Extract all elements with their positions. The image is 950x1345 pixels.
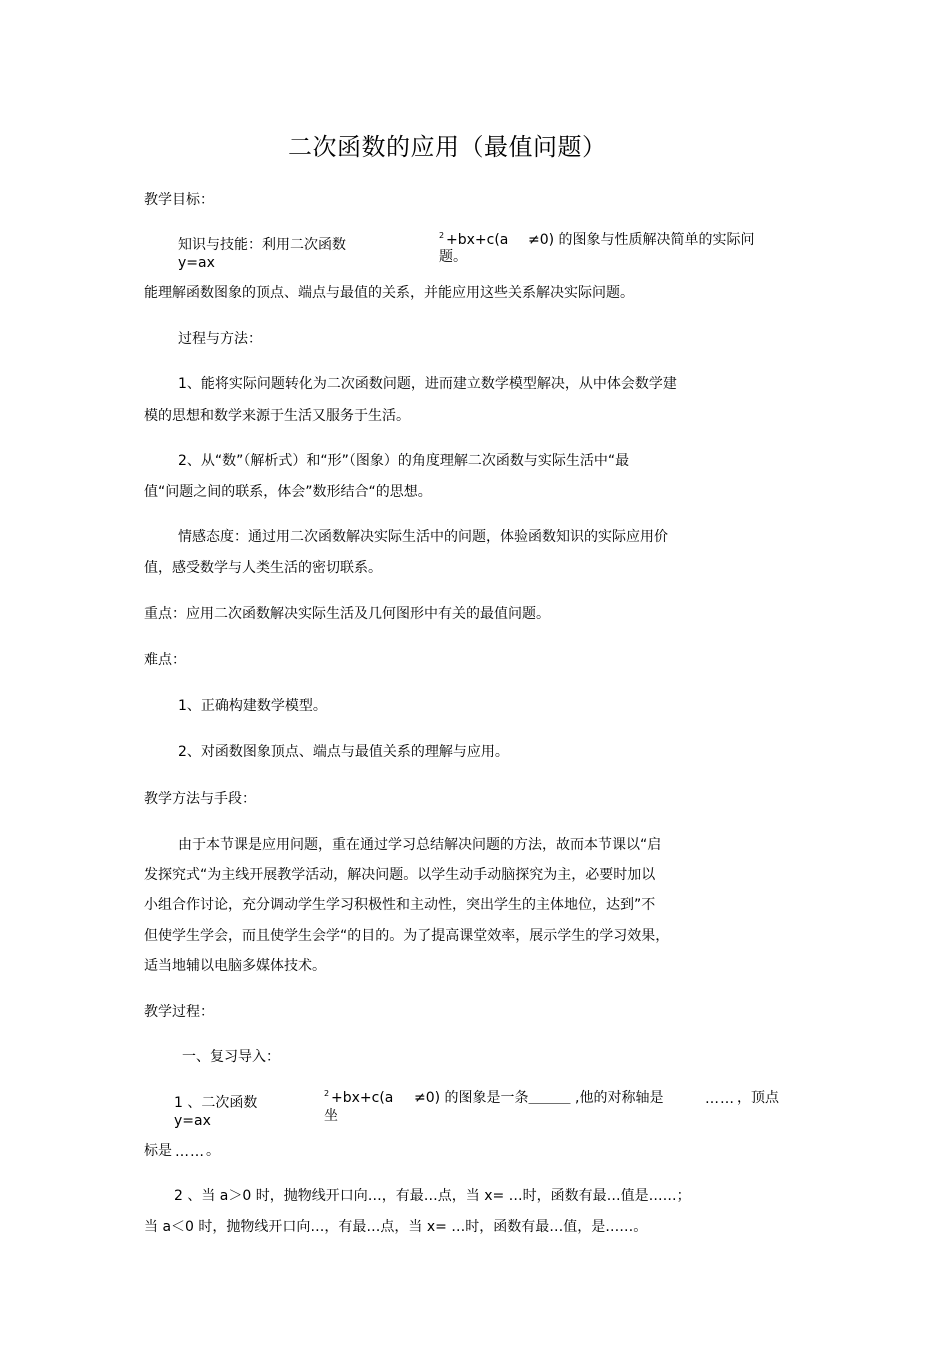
review1-line2-label: 标是 bbox=[144, 1143, 172, 1159]
knowledge-neq: ≠0) 的图象与性质解决简单的实际问 bbox=[528, 232, 755, 248]
process1-line1: 1、能将实际问题转化为二次函数问题，进而建立数学模型解决，从中体会数学建 bbox=[178, 376, 677, 392]
review1-lead: 1 、二次函数 bbox=[174, 1095, 258, 1111]
review1-line2-dots: …… bbox=[175, 1144, 205, 1160]
review1-rest: +bx+c(a bbox=[331, 1090, 394, 1106]
process2-line2: 值“问题之间的联系，体会”数形结合“的思想。 bbox=[144, 484, 432, 500]
goals-heading: 教学目标： bbox=[144, 192, 214, 208]
knowledge-line2: 能理解函数图象的顶点、端点与最值的关系，并能应用这些关系解决实际问题。 bbox=[144, 285, 634, 301]
review2-line1: 2 、当 a＞0 时，抛物线开口向…，有最…点，当 x= …时，函数有最…值是……； bbox=[174, 1188, 691, 1204]
knowledge-sup: 2 bbox=[439, 231, 445, 240]
emotion-line1: 情感态度：通过用二次函数解决实际生活中的问题，体验函数知识的实际应用价 bbox=[178, 529, 668, 545]
review1-line2-end: 。 bbox=[206, 1143, 220, 1159]
review1-sup: 2 bbox=[324, 1089, 330, 1098]
method-line: 由于本节课是应用问题，重在通过学习总结解决问题的方法，故而本节课以“启 bbox=[178, 837, 662, 853]
knowledge-lead: 知识与技能：利用二次函数 bbox=[178, 237, 346, 253]
difficulty-1: 1、正确构建数学模型。 bbox=[178, 698, 327, 714]
method-line: 但使学生学会，而且使学生会学“的目的。为了提高课堂效率，展示学生的学习效果， bbox=[144, 928, 670, 944]
process-heading: 过程与方法： bbox=[178, 331, 262, 347]
emotion-line2: 值，感受数学与人类生活的密切联系。 bbox=[144, 560, 382, 576]
review1-tail: ，顶点 bbox=[737, 1090, 779, 1106]
review1-var: y=ax bbox=[174, 1113, 211, 1129]
knowledge-var: y=ax bbox=[178, 255, 215, 271]
method-line: 适当地辅以电脑多媒体技术。 bbox=[144, 958, 326, 974]
review1-dots: …… bbox=[705, 1091, 735, 1107]
difficulty-heading: 难点： bbox=[144, 652, 186, 668]
method-heading: 教学方法与手段： bbox=[144, 791, 256, 807]
review2-line2: 当 a＜0 时，抛物线开口向…，有最…点，当 x= …时，函数有最…值，是……。 bbox=[144, 1219, 648, 1235]
method-line: 发探究式“为主线开展教学活动，解决问题。以学生动手动脑探究为主，必要时加以 bbox=[144, 867, 656, 883]
method-line: 小组合作讨论，充分调动学生学习积极性和主动性，突出学生的主体地位，达到”不 bbox=[144, 897, 656, 913]
process1-line2: 模的思想和数学来源于生活又服务于生活。 bbox=[144, 408, 410, 424]
difficulty-2: 2、对函数图象顶点、端点与最值关系的理解与应用。 bbox=[178, 744, 509, 760]
review-heading: 一、复习导入： bbox=[182, 1049, 280, 1065]
page-title: 二次函数的应用（最值问题） bbox=[288, 133, 607, 161]
knowledge-wrap: 题。 bbox=[439, 249, 467, 265]
key-point: 重点：应用二次函数解决实际生活及几何图形中有关的最值问题。 bbox=[144, 606, 550, 622]
review1-neq: ≠0) 的图象是一条＿＿＿ ,他的对称轴是 bbox=[414, 1090, 664, 1106]
review1-wrap: 坐 bbox=[324, 1108, 338, 1124]
teaching-process-heading: 教学过程： bbox=[144, 1004, 214, 1020]
knowledge-rest: +bx+c(a bbox=[446, 232, 509, 248]
process2-line1: 2、从“数”（解析式）和“形”（图象）的角度理解二次函数与实际生活中“最 bbox=[178, 453, 630, 469]
